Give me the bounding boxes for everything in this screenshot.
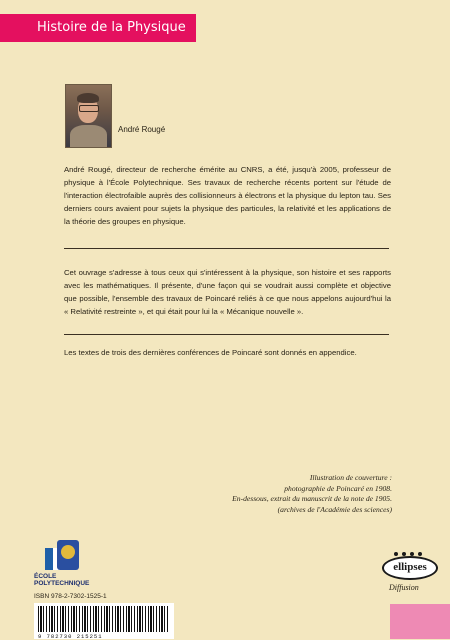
school-name: ÉCOLE POLYTECHNIQUE (34, 573, 90, 587)
caption-line: photographie de Poincaré en 1908. (284, 483, 392, 493)
appendix-note: Les textes de trois des dernières conférences de Poincaré sont donnés en appendice. (64, 348, 357, 357)
series-title: Histoire de la Physique (0, 14, 196, 42)
barcode (34, 603, 174, 639)
cover-caption (212, 473, 392, 515)
caption-line: (archives de l'Académie des sciences) (277, 504, 392, 514)
publisher-logo: ellipses (382, 556, 438, 580)
divider (64, 334, 389, 335)
accent-strip (390, 604, 450, 639)
divider (64, 248, 389, 249)
author-name: André Rougé (118, 125, 166, 134)
book-summary: Cet ouvrage s'adresse à tous ceux qui s'intéressent à la physique, son histoire et ses rapports avec les mathématiques. Il présente, d'une façon qui se voudrait aussi complète et objective que possible, l'ensemble des travaux de Poincaré reliés à ce que nous appelons aujourd'hui la « Relativité restreinte », et qui était pour lui la « Mécanique nouvelle ». (64, 268, 391, 317)
author-bio: André Rougé, directeur de recherche émérite au CNRS, a été, jusqu'à 2005, professeur de physique à l'École Polytechnique. Ses travaux de recherche récents portent sur l'étude de l'interaction électrofaible auprès des collisionneurs à électrons et la physique du lepton tau. Ses derniers cours avaient pour sujets la physique des particules, la relativité et les applications de la théorie des groupes en physique. (64, 165, 391, 227)
publisher-diffusion: Diffusion (389, 583, 419, 592)
barcode-digits: 9 782730 215251 (38, 633, 103, 640)
caption-line: En-dessous, extrait du manuscrit de la note de 1905. (232, 494, 392, 503)
caption-line: Illustration de couverture : (309, 473, 392, 482)
author-photo (65, 84, 112, 148)
isbn: ISBN 978-2-7302-1525-1 (34, 593, 107, 600)
